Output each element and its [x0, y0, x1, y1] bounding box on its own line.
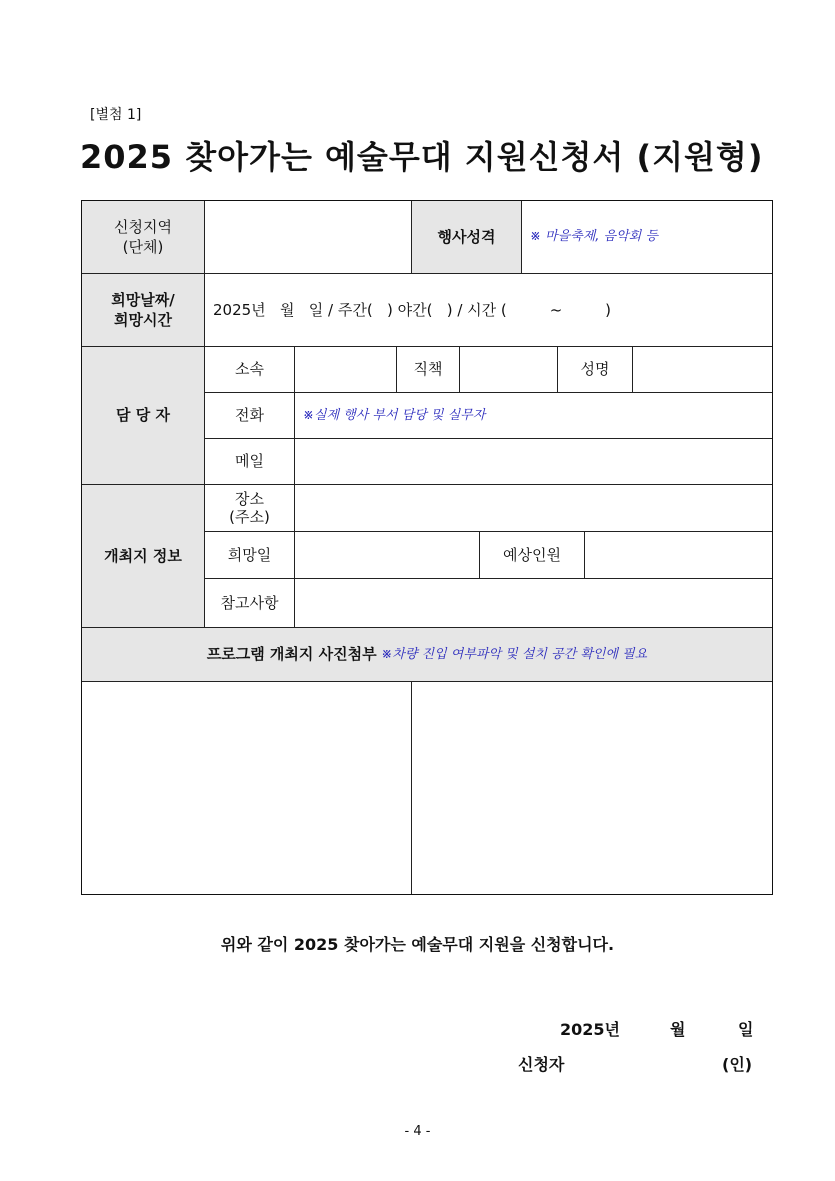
place-input[interactable]	[294, 484, 773, 532]
hope-date-label: 희망일	[204, 531, 295, 579]
affiliation-label: 소속	[204, 346, 295, 393]
photo-header	[81, 627, 773, 682]
application-form	[81, 200, 773, 895]
phone-note: ※실제 행사 부서 담당 및 실무자	[303, 407, 486, 423]
position-input[interactable]	[459, 346, 558, 393]
date-label: 희망날짜/ 희망시간	[81, 273, 205, 347]
name-input[interactable]	[632, 346, 773, 393]
name-label: 성명	[557, 346, 633, 393]
phone-input[interactable]	[294, 392, 773, 439]
date-month: 월	[670, 1020, 686, 1039]
event-type-note: ※ 마을축제, 음악회 등	[530, 229, 658, 245]
region-input[interactable]	[204, 200, 412, 274]
email-label: 메일	[204, 438, 295, 485]
email-input[interactable]	[294, 438, 773, 485]
photo-box-left[interactable]	[81, 681, 412, 895]
expected-attendance-label: 예상인원	[479, 531, 585, 579]
date-day: 일	[738, 1020, 754, 1039]
expected-attendance-input[interactable]	[584, 531, 773, 579]
remarks-label: 참고사항	[204, 578, 295, 628]
page-title: 2025 찾아가는 예술무대 지원신청서 (지원형)	[80, 138, 764, 176]
photo-box-right[interactable]	[411, 681, 773, 895]
remarks-input[interactable]	[294, 578, 773, 628]
attachment-label: [별첨 1]	[90, 107, 142, 123]
application-statement: 위와 같이 2025 찾아가는 예술무대 지원을 신청합니다.	[220, 935, 615, 954]
photo-label: 프로그램 개최지 사진첨부	[206, 645, 377, 664]
position-label: 직책	[396, 346, 460, 393]
affiliation-input[interactable]	[294, 346, 397, 393]
date-input[interactable]: 2025년 월 일 / 주간( ) 야간( ) / 시간 ( ~ )	[204, 273, 773, 347]
applicant-label: 신청자	[518, 1055, 565, 1074]
event-type-label: 행사성격	[411, 200, 522, 274]
region-label: 신청지역 (단체)	[81, 200, 205, 274]
event-type-input[interactable]	[521, 200, 773, 274]
date-year: 2025년	[560, 1020, 620, 1039]
applicant-seal: (인)	[722, 1055, 753, 1074]
contact-label: 담 당 자	[81, 346, 205, 485]
phone-label: 전화	[204, 392, 295, 439]
photo-note: ※차량 진입 여부파악 및 설치 공간 확인에 필요	[381, 646, 648, 662]
place-label: 장소 (주소)	[204, 484, 295, 532]
page-number: - 4 -	[404, 1124, 431, 1139]
venue-label: 개최지 정보	[81, 484, 205, 628]
hope-date-input[interactable]	[294, 531, 480, 579]
